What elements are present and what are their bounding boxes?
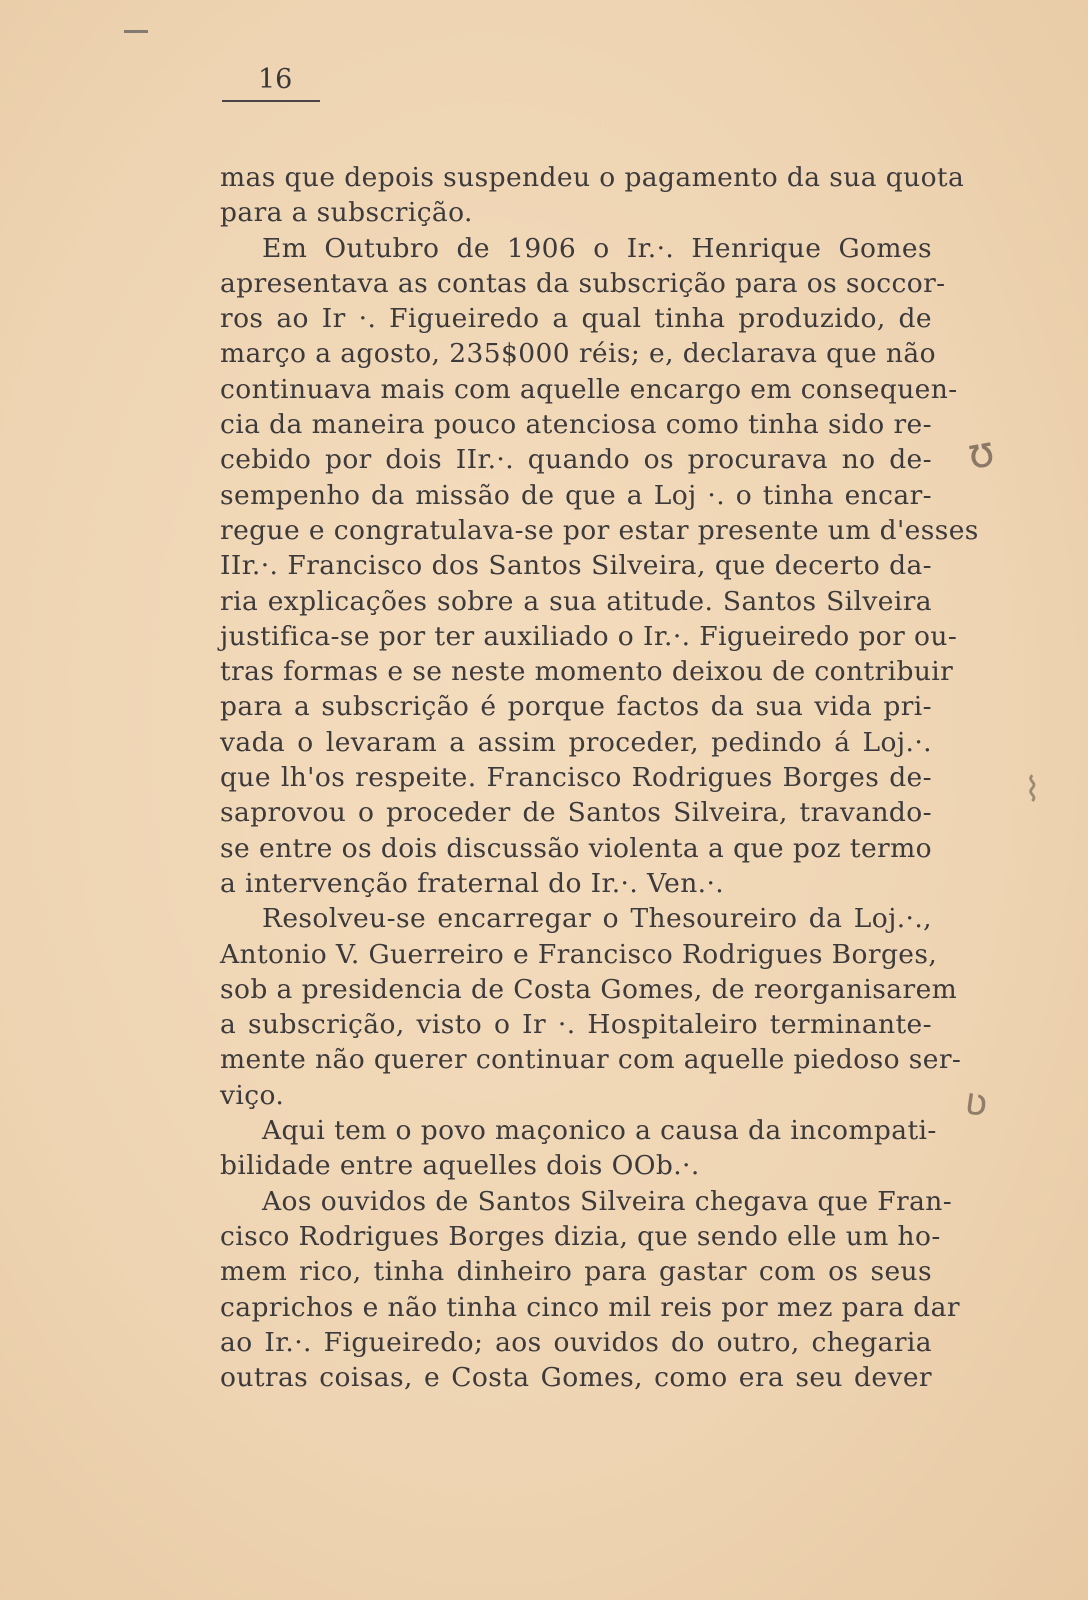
ink-speck (124, 30, 148, 33)
text-line: sempenho da missão de que a Loj ·. o tinha encar- (220, 479, 932, 511)
text-line: mente não querer continuar com aquelle piedoso ser- (220, 1044, 962, 1076)
text-line: regue e congratulava-se por estar presente um d'esses (220, 514, 979, 546)
margin-scribble-icon: ⌇ (1024, 770, 1041, 810)
text-line: bilidade entre aquelles dois OOb.·. (220, 1150, 700, 1182)
text-line: cisco Rodrigues Borges dizia, que sendo elle um ho- (220, 1220, 941, 1252)
text-line: apresentava as contas da subscrição para os soccor- (220, 267, 946, 299)
text-line: viço. (220, 1079, 285, 1111)
text-line: tras formas e se neste momento deixou de contribuir (220, 656, 954, 688)
text-line: cebido por dois IIr.·. quando os procurava no de- (220, 444, 932, 476)
text-line: continuava mais com aquelle encargo em consequen- (220, 373, 958, 405)
text-line: março a agosto, 235$000 réis; e, declarava que não (220, 338, 936, 370)
text-line: sob a presidencia de Costa Gomes, de reorganisarem (220, 973, 958, 1005)
text-line: a intervenção fraternal do Ir.·. Ven.·. (220, 867, 725, 899)
body-text (220, 160, 979, 1395)
margin-scribble-icon: ʋ (962, 1078, 991, 1126)
text-line: mas que depois suspendeu o pagamento da sua quota (220, 162, 965, 193)
margin-scribble-icon: ʊ (963, 426, 999, 479)
text-line: se entre os dois discussão violenta a que poz termo (220, 832, 932, 864)
text-line: que lh'os respeite. Francisco Rodrigues Borges de- (220, 762, 932, 794)
text-line: IIr.·. Francisco dos Santos Silveira, que decerto da- (220, 550, 932, 582)
text-line: justifica-se por ter auxiliado o Ir.·. Figueiredo por ou- (220, 620, 958, 652)
page-number: 16 (258, 64, 293, 95)
text-line: Em Outubro de 1906 o Ir.·. Henrique Gomes (262, 232, 932, 264)
text-line: a subscrição, visto o Ir ·. Hospitaleiro terminante- (220, 1009, 932, 1041)
text-line: Resolveu-se encarregar o Thesoureiro da Loj.·., (262, 903, 932, 935)
text-line: caprichos e não tinha cinco mil reis por mez para dar (220, 1291, 960, 1323)
text-line: vada o levaram a assim proceder, pedindo á Loj.·. (220, 726, 932, 758)
text-line: Aqui tem o povo maçonico a causa da incompati- (262, 1115, 937, 1147)
text-line: Antonio V. Guerreiro e Francisco Rodrigues Borges, (220, 938, 938, 970)
text-line: cia da maneira pouco atenciosa como tinha sido re- (220, 409, 932, 441)
page-number-rule (222, 100, 320, 102)
text-line: Aos ouvidos de Santos Silveira chegava que Fran- (262, 1185, 953, 1217)
text-line: outras coisas, e Costa Gomes, como era seu dever (220, 1362, 932, 1394)
text-line: ao Ir.·. Figueiredo; aos ouvidos do outro, chegaria (220, 1326, 932, 1358)
text-line: para a subscrição. (220, 197, 473, 229)
text-line: ria explicações sobre a sua atitude. Santos Silveira (220, 585, 932, 617)
text-line: ros ao Ir ·. Figueiredo a qual tinha produzido, de (220, 303, 932, 335)
text-line: para a subscrição é porque factos da sua vida pri- (220, 691, 932, 723)
text-line: saprovou o proceder de Santos Silveira, travando- (220, 797, 932, 829)
text-line: mem rico, tinha dinheiro para gastar com os seus (220, 1256, 932, 1288)
